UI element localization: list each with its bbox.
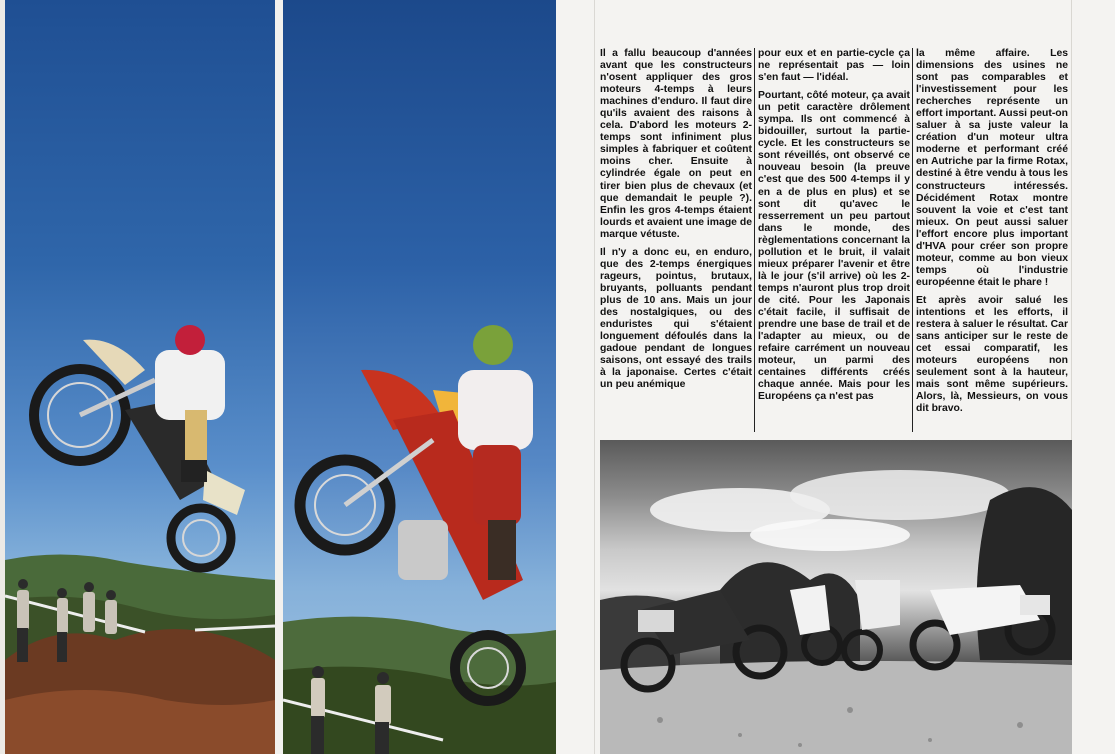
motocross-jump-photo-left <box>5 0 275 754</box>
motocross-jump-photo <box>5 0 275 754</box>
article-paragraph: Et après avoir salué les intentions et les efforts, il restera à saluer le résultat. Car sans anticiper sur le reste de cet essai comparatif, les moteurs européens non seulement sont à la hauteur, mais sont même supérieurs. Alors, là, Messieurs, on vous dit bravo. <box>916 294 1068 415</box>
article-paragraph: pour eux et en partie-cycle ça ne représentait pas — loin s'en faut — l'idéal. <box>758 48 910 84</box>
article-paragraph: la même affaire. Les dimensions des usines ne sont pas comparables et l'investissement pour les recherches représente un effort important. Aussi peut-on saluer à sa juste valeur la création d'un moteur ultra moderne et performant créé en Autriche par la firme Rotax, destiné à être vendu à tous les constructeurs intéressés. Décidément Rotax montre souvent la voie et c'est tant mieux. On peut aussi saluer l'effort encore plus important d'HVA pour créer son propre moteur, comme au bon vieux temps où l'industrie européenne était le phare ! <box>916 48 1068 288</box>
article-column-3 <box>916 48 1068 432</box>
article-column-1 <box>600 48 752 432</box>
right-page <box>556 0 1115 754</box>
column-divider <box>754 48 755 432</box>
article-text-block <box>600 48 1072 432</box>
page-margin-rule <box>594 0 595 754</box>
article-paragraph: Il n'y a donc eu, en enduro, que des 2-temps énergiques rageurs, pointus, brutaux, bruyants, polluants pendant plus de 10 ans. Mais un jour des nostalgiques, ou des enduristes qui s'étaient longuement défoulés dans la gadoue pendant de longues saisons, ont essayé des trails à la japonaise. Certes c'était un peu anémique <box>600 246 752 391</box>
article-paragraph: Il a fallu beaucoup d'années avant que les constructeurs n'osent appliquer des gros moteurs 4-temps à leurs machines d'enduro. Il faut dire qu'ils avaient des raisons à cela. D'abord les moteurs 2-temps sont infiniment plus simples à fabriquer et coûtent moins cher. Ensuite à cylindrée égale on peut en tirer bien plus de chevaux (et que demandait le peuple ?). Enfin les gros 4-temps étaient lourds et avaient une image de marque vétuste. <box>600 48 752 240</box>
column-divider <box>912 48 913 432</box>
motocross-jump-photo-right <box>283 0 556 754</box>
motocross-jump-photo <box>283 0 556 754</box>
article-column-2 <box>758 48 910 432</box>
page-gutter <box>275 0 283 754</box>
four-motorcycles-group-photo <box>600 440 1072 754</box>
motorcycles-group-photo <box>600 440 1072 754</box>
article-paragraph: Pourtant, côté moteur, ça avait un petit caractère drôlement sympa. Ils ont commencé à bidouiller, surtout la partie-cycle. Et les constructeurs se sont réveillés, ont observé ce nouveau besoin (la preuve c'est que des 500 4-temps il y en a de plus en plus) et se sont dit qu'avec le resserrement un peu partout dans le monde, des règlementations concernant la pollution et le bruit, il valait mieux préparer l'avenir et être là le jour (s'il arrive) où les 2-temps n'auront plus trop droit de cité. Pour les Japonais c'était facile, il suffisait de prendre une base de trail et de l'adapter au mieux, ou de refaire carrément un nouveau moteur, un parmi des centaines différents créés chaque année. Mais pour les Européens ça n'est pas <box>758 90 910 403</box>
left-page <box>0 0 556 754</box>
